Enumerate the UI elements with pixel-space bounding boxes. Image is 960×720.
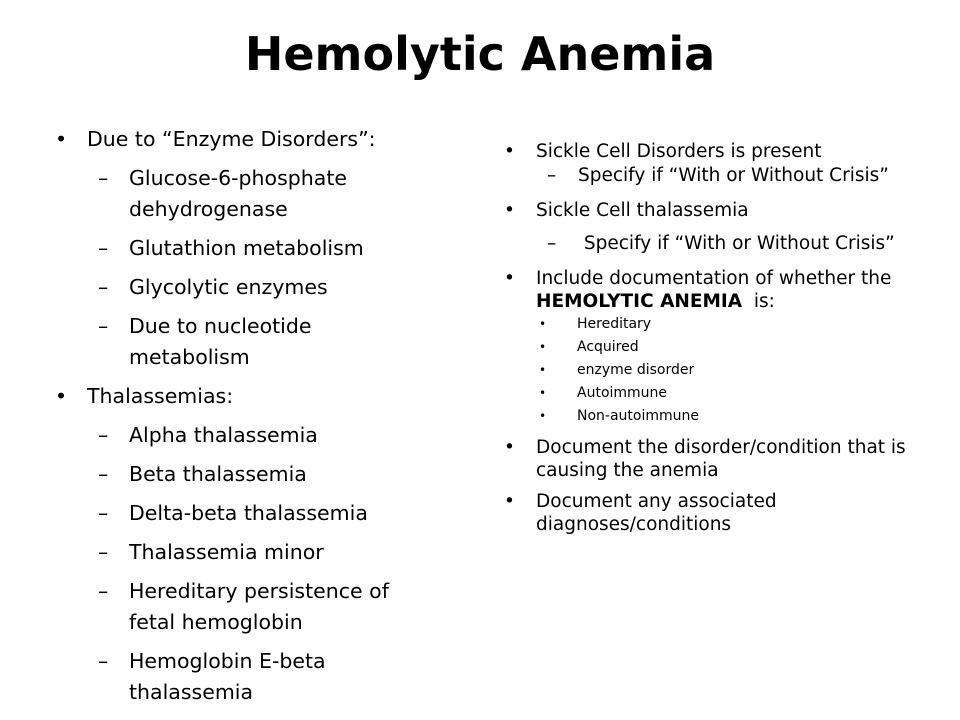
bullet-text: Sickle Cell Disorders is present — [536, 141, 822, 162]
sub-bullet — [48, 311, 420, 373]
sub-bullet — [48, 163, 420, 225]
sub-bullet-text: Due to nucleotide metabolism — [129, 314, 312, 369]
sub-bullet-text: Specify if “With or Without Crisis” — [578, 233, 895, 254]
bullet-text-pre: Include documentation of whether the — [536, 268, 892, 289]
sub-bullet — [48, 233, 420, 264]
dash-marker: – — [98, 166, 109, 190]
bullet-text: Thalassemias: — [87, 384, 234, 408]
bullet-marker: • — [55, 384, 68, 408]
sub-bullet — [48, 576, 420, 638]
sub-sub-bullet — [497, 359, 915, 382]
sub-bullet-text: Beta thalassemia — [129, 462, 307, 486]
bullet-marker: • — [539, 386, 547, 400]
sub-sub-bullet — [497, 336, 915, 359]
sub-bullet — [48, 272, 420, 303]
dash-marker: – — [98, 314, 109, 338]
sub-bullet-text: Glucose-6-phosphate dehydrogenase — [129, 166, 347, 221]
sub-bullet — [48, 420, 420, 451]
bullet-document-disorder — [497, 436, 915, 482]
sub-bullet — [48, 646, 420, 708]
sub-sub-bullet-text: Non-autoimmune — [577, 408, 699, 424]
dash-marker: – — [98, 236, 109, 260]
slide-title: Hemolytic Anemia — [244, 27, 716, 81]
bullet-text: Document any associated diagnoses/conditions — [536, 491, 777, 535]
bullet-text-post: is: — [742, 291, 775, 312]
bullet-marker: • — [539, 409, 547, 423]
sub-sub-bullet-text: Autoimmune — [577, 385, 668, 401]
dash-marker: – — [98, 579, 109, 603]
bullet-sickle-cell-thalassemia — [497, 199, 915, 222]
sub-bullet-text: Hemoglobin E-beta thalassemia — [129, 649, 326, 704]
sub-bullet-text: Delta-beta thalassemia — [129, 501, 368, 525]
dash-marker: – — [547, 165, 557, 186]
sub-sub-bullet — [497, 313, 915, 336]
sub-sub-bullet — [497, 382, 915, 405]
sub-sub-bullet-text: Hereditary — [577, 316, 652, 332]
dash-marker: – — [98, 649, 109, 673]
bullet-marker: • — [504, 437, 515, 458]
bullet-marker: • — [504, 141, 515, 162]
bullet-marker: • — [539, 340, 547, 354]
bullet-include-documentation — [497, 267, 915, 313]
bullet-marker: • — [539, 363, 547, 377]
bullet-text — [536, 268, 891, 312]
dash-marker: – — [98, 540, 109, 564]
dash-marker: – — [547, 233, 557, 254]
sub-bullet-text: Alpha thalassemia — [129, 423, 318, 447]
right-column — [497, 140, 915, 536]
sub-bullet — [48, 498, 420, 529]
sub-bullet — [497, 232, 915, 255]
sub-sub-bullet-text: Acquired — [577, 339, 639, 355]
bullet-text: Sickle Cell thalassemia — [536, 200, 749, 221]
bullet-marker: • — [539, 317, 547, 331]
bullet-marker: • — [504, 491, 515, 512]
dash-marker: – — [98, 423, 109, 447]
sub-sub-bullet-text: enzyme disorder — [577, 362, 695, 378]
dash-marker: – — [98, 275, 109, 299]
bullet-text-bold: HEMOLYTIC ANEMIA — [536, 291, 743, 312]
bullet-marker: • — [504, 268, 515, 289]
sub-bullet-text: Hereditary persistence of fetal hemoglobin — [129, 579, 389, 634]
bullet-document-associated — [497, 490, 915, 536]
left-column — [48, 124, 420, 708]
bullet-sickle-cell-disorders — [497, 140, 915, 163]
bullet-text: Document the disorder/condition that is causing the anemia — [536, 437, 906, 481]
bullet-thalassemias — [48, 381, 420, 412]
sub-bullet-text: Glutathion metabolism — [129, 236, 364, 260]
sub-bullet — [48, 537, 420, 568]
sub-sub-bullet — [497, 405, 915, 428]
dash-marker: – — [98, 462, 109, 486]
sub-bullet — [497, 164, 915, 187]
bullet-enzyme-disorders — [48, 124, 420, 155]
bullet-text: Due to “Enzyme Disorders”: — [87, 127, 376, 151]
sub-bullet-text: Glycolytic enzymes — [129, 275, 328, 299]
dash-marker: – — [98, 501, 109, 525]
sub-bullet-text: Specify if “With or Without Crisis” — [578, 165, 889, 186]
sub-bullet — [48, 459, 420, 490]
sub-bullet-text: Thalassemia minor — [129, 540, 324, 564]
bullet-marker: • — [504, 200, 515, 221]
bullet-marker: • — [55, 127, 68, 151]
